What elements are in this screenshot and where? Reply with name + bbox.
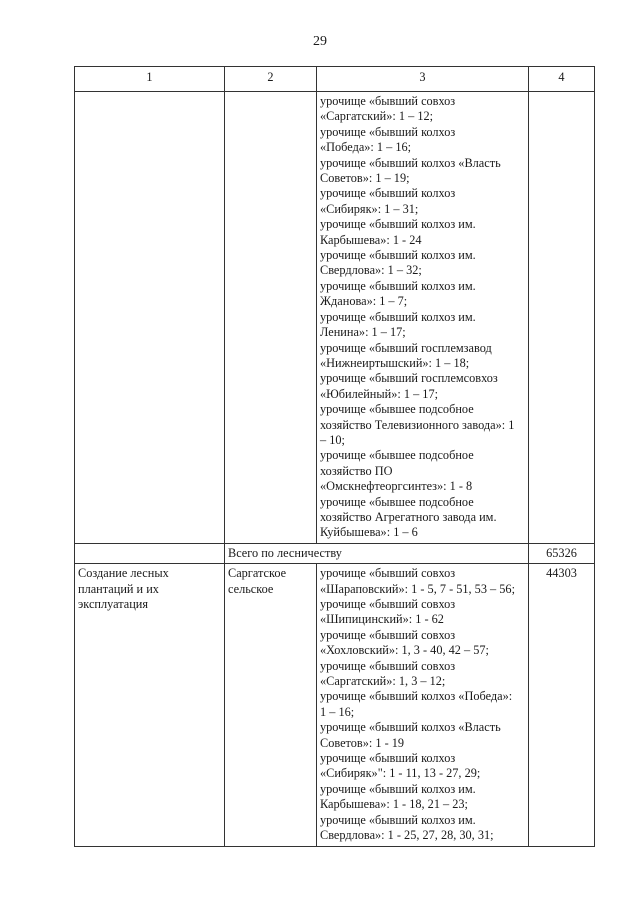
tract-line: урочище «бывший колхоз им. [320, 248, 476, 263]
tract-line: урочище «бывший колхоз «Власть [320, 155, 501, 170]
tract-line: Карбышева»: 1 - 24 [320, 232, 422, 247]
tract-line: урочище «бывший совхоз [320, 658, 456, 673]
total-empty-cell [75, 543, 225, 563]
header-col-1: 1 [75, 67, 225, 92]
tract-line: урочище «бывший совхоз [320, 566, 456, 581]
tract-line: Свердлова»: 1 - 25, 27, 28, 30, 31; [320, 828, 494, 843]
tract-line: хозяйство ПО [320, 463, 393, 478]
tract-line: урочище «бывший колхоз им. [320, 812, 476, 827]
tract-line: урочище «бывшее подсобное [320, 402, 474, 417]
tract-line: урочище «бывший колхоз им. [320, 278, 476, 293]
header-col-2: 2 [225, 67, 317, 92]
block1-area [529, 92, 595, 544]
header-col-3: 3 [317, 67, 529, 92]
tract-line: урочище «бывший колхоз «Победа»: [320, 689, 513, 704]
tract-line: «Омскнефтеоргсинтез»: 1 - 8 [320, 479, 473, 494]
block1-tracts [317, 92, 529, 544]
tract-line: Куйбышева»: 1 – 6 [320, 525, 418, 540]
block2-tracts [317, 564, 529, 846]
tract-line: урочище «бывшее подсобное [320, 448, 474, 463]
block2-area: 44303 [529, 564, 595, 846]
forestry-table [74, 66, 595, 847]
tract-line: «Победа»: 1 – 16; [320, 140, 412, 155]
block1-district [225, 92, 317, 544]
block2-purpose: Создание лесных плантаций и их эксплуатация [75, 564, 225, 846]
tract-line: Советов»: 1 – 19; [320, 171, 410, 186]
tract-line: урочище «бывший колхоз [320, 124, 456, 139]
tract-line: хозяйство Агрегатного завода им. [320, 509, 497, 524]
total-label: Всего по лесничеству [225, 543, 529, 563]
tract-line: «Шипицинский»: 1 - 62 [320, 612, 444, 627]
tract-line: – 10; [320, 432, 345, 447]
tract-line: урочище «бывший колхоз [320, 186, 456, 201]
tract-line: «Юбилейный»: 1 – 17; [320, 386, 439, 401]
tract-line: урочище «бывший колхоз [320, 751, 456, 766]
block2-district: Саргатское сельское [225, 564, 317, 846]
tract-line: «Сибиряк»": 1 - 11, 13 - 27, 29; [320, 766, 481, 781]
tract-line: Жданова»: 1 – 7; [320, 294, 408, 309]
tract-line: «Нижнеиртышский»: 1 – 18; [320, 355, 470, 370]
tract-line: урочище «бывший совхоз [320, 94, 456, 108]
tract-line: хозяйство Телевизионного завода»: 1 [320, 417, 515, 432]
tract-line: урочище «бывший госплемзавод [320, 340, 492, 355]
tract-line: урочище «бывший колхоз им. [320, 309, 476, 324]
header-row [75, 67, 595, 92]
tract-line: «Саргатский»: 1 – 12; [320, 109, 434, 124]
tract-line: «Сибиряк»: 1 – 31; [320, 201, 419, 216]
tract-line: урочище «бывший колхоз им. [320, 217, 476, 232]
total-value: 65326 [529, 543, 595, 563]
tract-line: урочище «бывший совхоз [320, 627, 456, 642]
total-row [75, 543, 595, 563]
tract-line: Свердлова»: 1 – 32; [320, 263, 422, 278]
block1-purpose [75, 92, 225, 544]
tract-line: урочище «бывший совхоз [320, 597, 456, 611]
tract-line: урочище «бывший колхоз «Власть [320, 720, 501, 735]
tract-line: урочище «бывший колхоз им. [320, 781, 476, 796]
tract-line: Карбышева»: 1 - 18, 21 – 23; [320, 797, 468, 812]
tract-line: урочище «бывшее подсобное [320, 494, 474, 509]
header-col-4: 4 [529, 67, 595, 92]
tract-line: «Хохловский»: 1, 3 - 40, 42 – 57; [320, 643, 489, 658]
tract-line: 1 – 16; [320, 704, 355, 719]
tract-line: Ленина»: 1 – 17; [320, 325, 406, 340]
tract-line: «Саргатский»: 1, 3 – 12; [320, 674, 446, 689]
tract-line: Советов»: 1 - 19 [320, 735, 405, 750]
tract-line: «Шараповский»: 1 - 5, 7 - 51, 53 – 56; [320, 581, 515, 596]
table-row [75, 92, 595, 544]
tract-line: урочище «бывший госплемсовхоз [320, 371, 498, 386]
page-number: 29 [313, 34, 327, 49]
table-row [75, 564, 595, 846]
